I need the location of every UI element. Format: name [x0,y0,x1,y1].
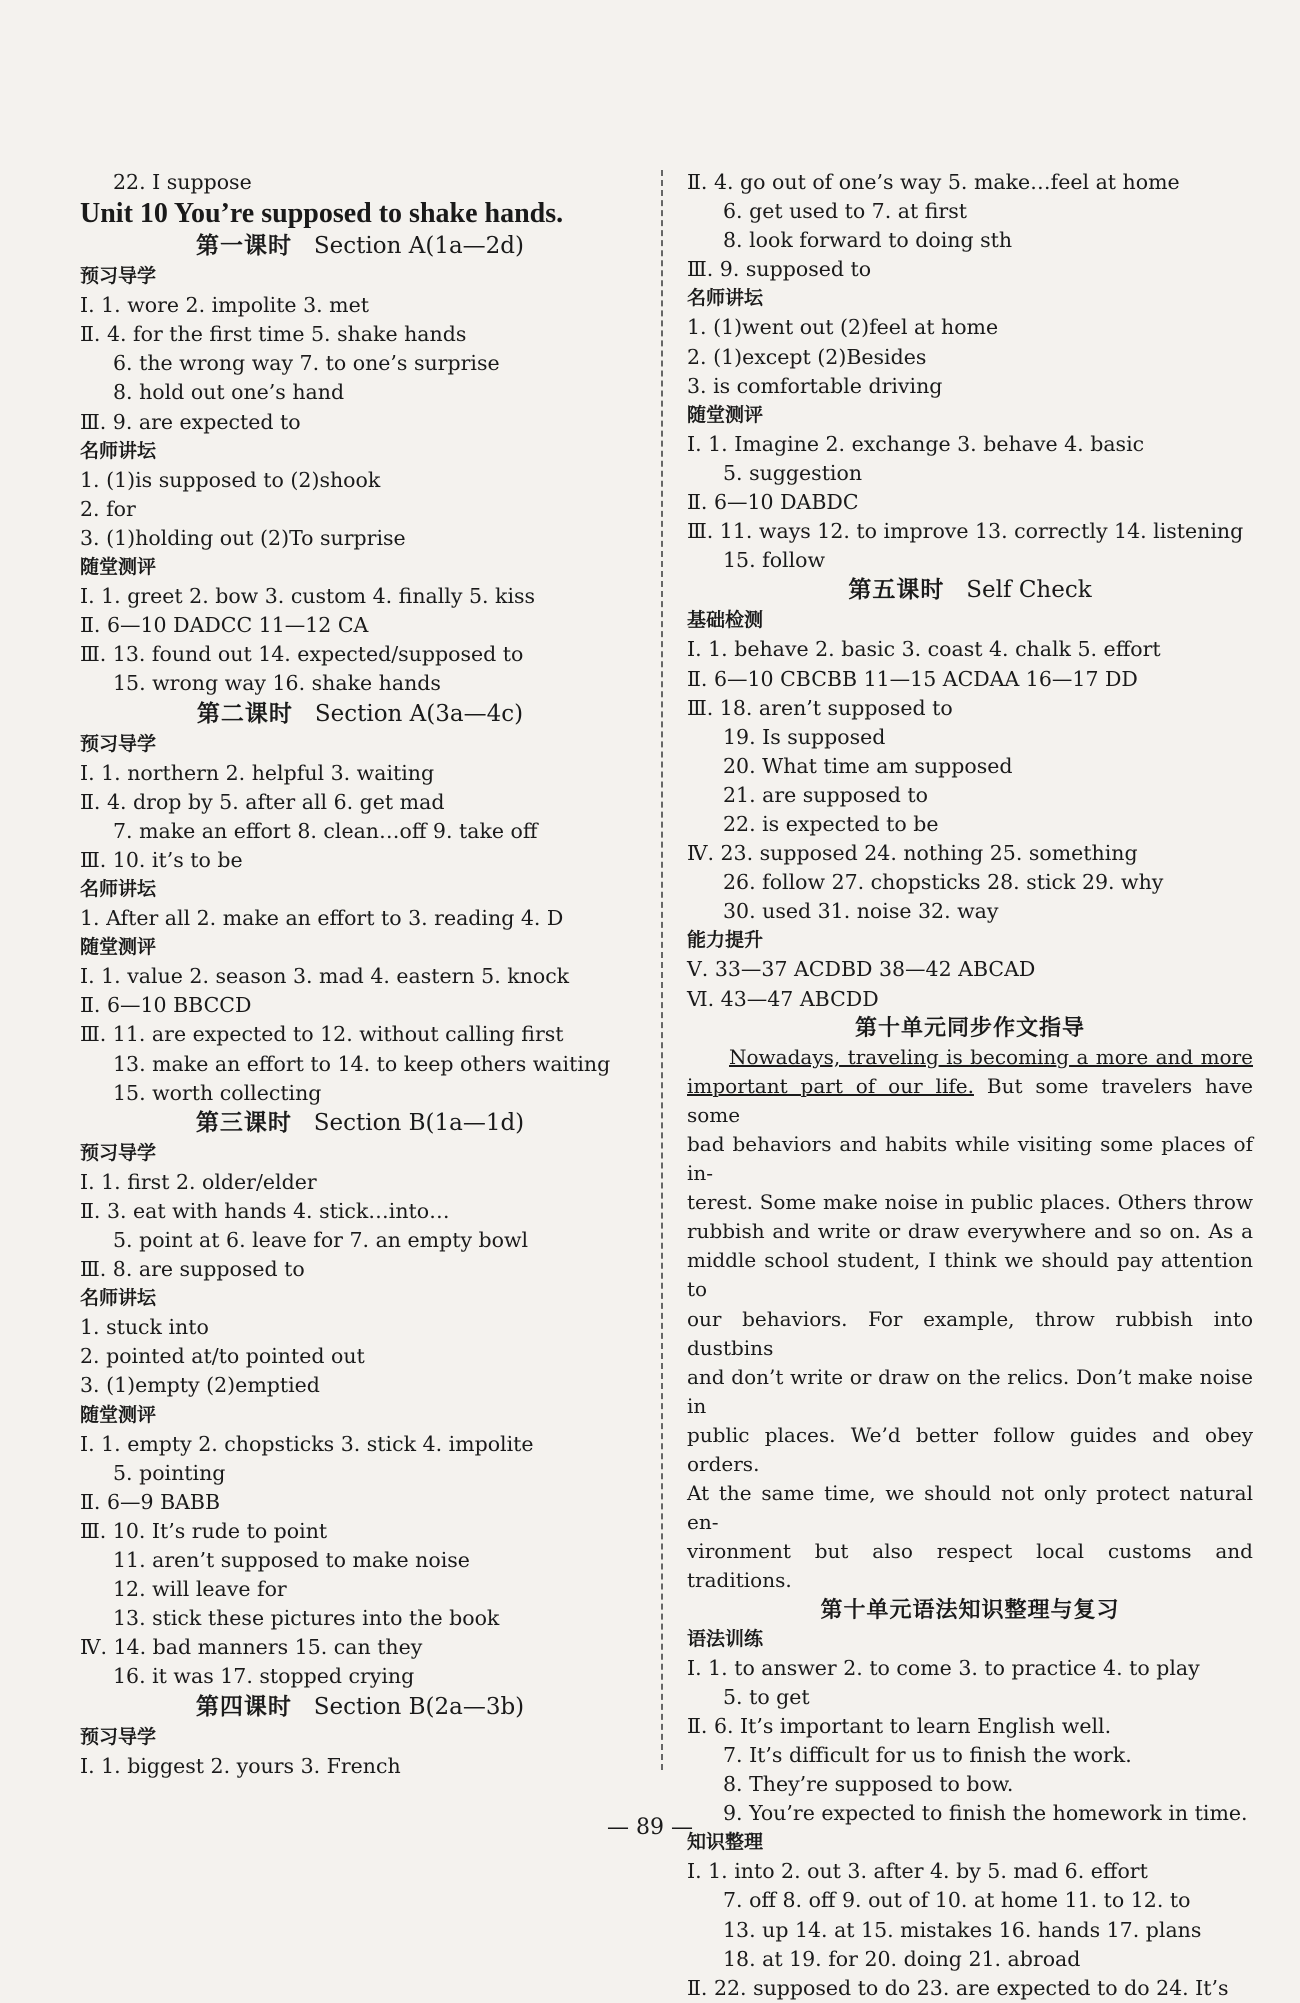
answer-line: Ⅰ. 1. value 2. season 3. mad 4. eastern 5. knock [80,964,570,989]
unit-title: Unit 10 You’re supposed to shake hands. [80,198,564,230]
answer-line: 7. make an effort 8. clean…off 9. take off [113,818,538,843]
essay-text: terest. Some make noise in public places. Others throw [687,1190,1253,1215]
essay-line [687,1363,1253,1421]
answer-line: 3. is comfortable driving [687,373,943,398]
answer-line: 3. (1)empty (2)emptied [80,1373,320,1398]
answer-line: Ⅰ. 1. greet 2. bow 3. custom 4. finally 5. kiss [80,584,536,609]
left-column [80,168,640,1781]
essay-line [687,1043,1253,1072]
lesson-number: 第四课时 [195,1693,292,1720]
answer-line: 13. stick these pictures into the book [113,1606,500,1631]
answer-line: 6. the wrong way 7. to one’s surprise [113,351,500,376]
right-column [687,168,1253,2003]
lesson-number: 第一课时 [195,233,292,260]
essay-line [687,1537,1253,1595]
essay-text: rubbish and write or draw everywhere and so on. As a [687,1219,1253,1244]
answer-line: 26. follow 27. chopsticks 28. stick 29. why [723,870,1164,895]
answer-line: Ⅰ. 1. to answer 2. to come 3. to practice 4. to play [687,1655,1200,1680]
answer-line: 9. You’re expected to finish the homework in time. [723,1801,1248,1826]
answer-line: Ⅲ. 9. supposed to [687,257,872,282]
essay-text: public places. We’d better follow guides and obey orders. [687,1422,1253,1477]
essay-line [687,1421,1253,1479]
lesson-number: 第三课时 [195,1109,292,1136]
lesson-section: Section B(1a—1d) [313,1109,525,1136]
section-heading: 知识整理 [687,1831,764,1854]
essay-text: middle school student, I think we should pay attention to [687,1248,1253,1302]
answer-line: 7. It’s difficult for us to finish the work. [723,1742,1132,1767]
essay-text: But some travelers have some [687,1073,1253,1127]
essay-text: our behaviors. For example, throw rubbish into dustbins [687,1306,1253,1360]
essay-topic-sentence: important part of our life. [687,1073,974,1098]
answer-line: 1. (1)is supposed to (2)shook [80,467,381,492]
answer-line: 5. pointing [113,1460,226,1485]
answer-line: Ⅲ. 8. are supposed to [80,1257,305,1282]
answer-line: 19. Is supposed [723,724,886,749]
answer-line: Ⅲ. 10. it’s to be [80,847,243,872]
answer-line: 2. pointed at/to pointed out [80,1344,365,1369]
answer-line: Ⅵ. 43—47 ABCDD [687,986,879,1011]
answer-line: 22. I suppose [113,170,252,194]
section-heading: 预习导学 [80,1141,157,1164]
section-heading: 名师讲坛 [687,287,764,310]
answer-line: Ⅱ. 6—9 BABB [80,1489,221,1514]
answer-line: 30. used 31. noise 32. way [723,899,999,924]
lesson-section: Section A(3a—4c) [314,700,524,727]
answer-line: 6. get used to 7. at first [723,199,967,224]
section-heading: 语法训练 [687,1627,764,1650]
answer-line: 2. for [80,496,136,521]
page-number: — 89 — [607,1815,693,1840]
unit-heading: 第十单元同步作文指导 [854,1015,1085,1041]
essay-line [687,1188,1253,1217]
answer-line: Ⅲ. 9. are expected to [80,409,301,434]
section-heading: 随堂测评 [80,556,157,579]
answer-line: Ⅴ. 33—37 ACDBD 38—42 ABCAD [687,957,1036,982]
answer-line: Ⅰ. 1. biggest 2. yours 3. French [80,1753,401,1778]
answer-line: 3. (1)holding out (2)To surprise [80,525,406,550]
essay-line [687,1130,1253,1188]
answer-line: Ⅱ. 4. drop by 5. after all 6. get mad [80,789,445,814]
section-heading: 随堂测评 [80,936,157,959]
answer-line: 1. (1)went out (2)feel at home [687,315,999,340]
answer-line: Ⅰ. 1. empty 2. chopsticks 3. stick 4. impolite [80,1431,534,1456]
answer-line: Ⅰ. 1. into 2. out 3. after 4. by 5. mad 6. effort [687,1859,1148,1884]
essay-text: bad behaviors and habits while visiting some places of in- [687,1132,1253,1186]
answer-line: Ⅱ. 6—10 CBCBB 11—15 ACDAA 16—17 DD [687,666,1138,691]
section-heading: 随堂测评 [80,1403,157,1426]
answer-line: 20. What time am supposed [723,753,1013,778]
answer-line: Ⅲ. 11. are expected to 12. without calling first [80,1022,564,1047]
essay-line [687,1246,1253,1304]
section-heading: 名师讲坛 [80,1287,157,1310]
section-heading: 随堂测评 [687,403,764,426]
answer-line: Ⅰ. 1. wore 2. impolite 3. met [80,293,369,318]
answer-line: Ⅱ. 6—10 DADCC 11—12 CA [80,613,369,638]
section-heading: 预习导学 [80,732,157,755]
unit-heading: 第十单元语法知识整理与复习 [820,1597,1120,1623]
answer-line: 13. make an effort to 14. to keep others waiting [113,1051,611,1076]
answer-line: Ⅳ. 14. bad manners 15. can they [80,1635,423,1660]
answer-line: Ⅰ. 1. northern 2. helpful 3. waiting [80,760,435,785]
answer-line: 16. it was 17. stopped crying [113,1664,415,1689]
answer-line: 8. look forward to doing sth [723,228,1013,253]
lesson-title [80,1692,640,1723]
answer-line: Ⅲ. 18. aren’t supposed to [687,695,953,720]
essay-line [687,1217,1253,1246]
answer-line: 2. (1)except (2)Besides [687,344,927,369]
answer-line: 5. suggestion [723,460,863,485]
lesson-title [80,231,640,262]
essay-text: vironment but also respect local customs and traditions. [687,1539,1253,1593]
answer-line: Ⅱ. 4. for the first time 5. shake hands [80,322,467,347]
section-heading: 基础检测 [687,609,764,632]
essay-line [687,1305,1253,1363]
answer-line: Ⅳ. 23. supposed 24. nothing 25. something [687,841,1138,866]
answer-line: 13. up 14. at 15. mistakes 16. hands 17. plans [723,1917,1202,1942]
answer-line: Ⅱ. 3. eat with hands 4. stick…into… [80,1198,450,1223]
section-heading: 预习导学 [80,265,157,288]
answer-line: 15. wrong way 16. shake hands [113,671,441,696]
lesson-section: Section A(1a—2d) [313,233,524,260]
answer-line: 5. to get [723,1684,810,1709]
answer-line: 12. will leave for [113,1577,287,1602]
answer-line: 15. follow [723,548,826,573]
lesson-section: Section B(2a—3b) [313,1693,525,1720]
answer-line: Ⅱ. 6—10 DABDC [687,490,859,515]
answer-line: 7. off 8. off 9. out of 10. at home 11. to 12. to [723,1888,1191,1913]
answer-line: 5. point at 6. leave for 7. an empty bowl [113,1228,529,1252]
lesson-section: Self Check [966,577,1092,604]
answer-line: 22. is expected to be [723,811,939,836]
answer-line: Ⅰ. 1. first 2. older/elder [80,1169,317,1194]
answer-line: 1. stuck into [80,1315,209,1340]
lesson-number: 第二课时 [196,700,293,727]
answer-line: Ⅱ. 6—10 BBCCD [80,993,252,1018]
answer-line: Ⅰ. 1. Imagine 2. exchange 3. behave 4. basic [687,431,1145,456]
answer-line: 11. aren’t supposed to make noise [113,1548,470,1573]
answer-line: 21. are supposed to [723,782,928,807]
section-heading: 名师讲坛 [80,439,157,462]
answer-line: 15. worth collecting [113,1080,322,1105]
lesson-title [80,699,640,730]
section-heading: 预习导学 [80,1725,157,1748]
answer-line: 1. After all 2. make an effort to 3. reading 4. D [80,906,564,931]
lesson-title [687,575,1253,606]
answer-line: Ⅱ. 22. supposed to do 23. are expected to do 24. It’s [687,1975,1229,2000]
answer-line: Ⅰ. 1. behave 2. basic 3. coast 4. chalk 5. effort [687,637,1161,662]
lesson-title [80,1108,640,1139]
essay-text: At the same time, we should not only protect natural en- [687,1481,1253,1535]
column-divider [661,170,663,1770]
section-heading: 名师讲坛 [80,877,157,900]
answer-line: 18. at 19. for 20. doing 21. abroad [723,1946,1081,1971]
answer-line: Ⅲ. 11. ways 12. to improve 13. correctly 14. listening [687,519,1244,544]
page-number-value: 89 [636,1815,664,1840]
essay-text: and don’t write or draw on the relics. Don’t make noise in [687,1364,1253,1418]
answer-line: Ⅲ. 13. found out 14. expected/supposed to [80,642,524,667]
answer-line: 8. They’re supposed to bow. [723,1772,1014,1797]
answer-line: Ⅲ. 10. It’s rude to point [80,1518,328,1543]
answer-line: Ⅱ. 4. go out of one’s way 5. make…feel at home [687,170,1180,194]
essay-topic-sentence: Nowadays, traveling is becoming a more and more [729,1044,1253,1069]
essay-line [687,1072,1253,1130]
lesson-number: 第五课时 [848,577,945,604]
section-heading: 能力提升 [687,929,764,952]
answer-line: Ⅱ. 6. It’s important to learn English well. [687,1713,1112,1738]
answer-line: 8. hold out one’s hand [113,380,345,405]
essay-line [687,1479,1253,1537]
